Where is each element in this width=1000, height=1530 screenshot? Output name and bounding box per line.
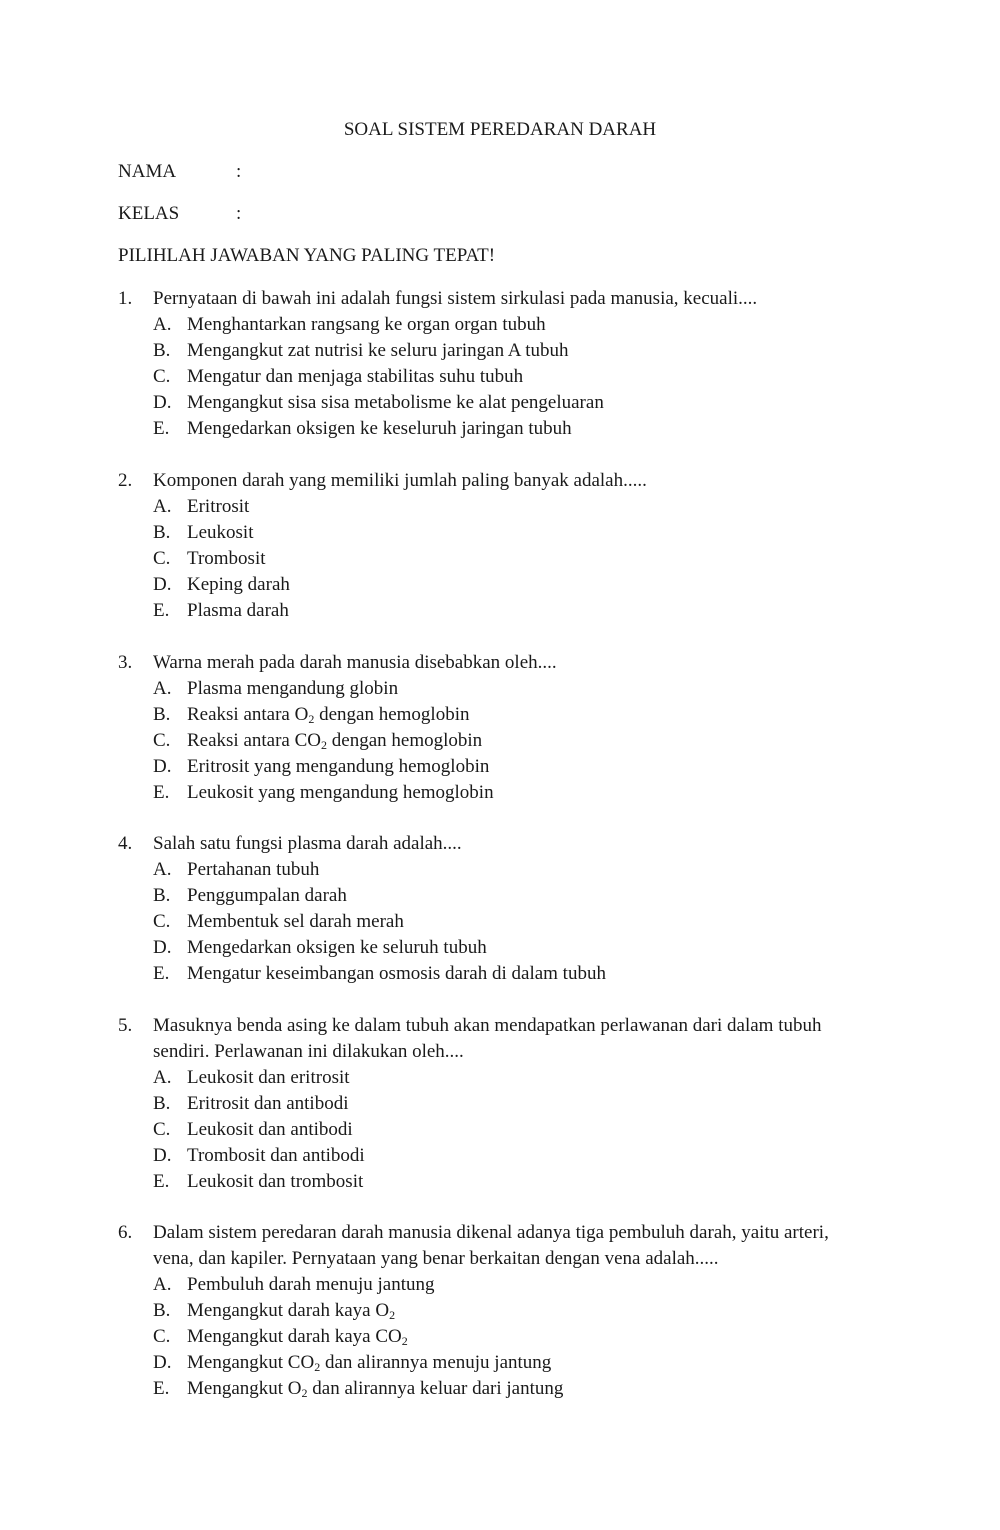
instruction: PILIHLAH JAWABAN YANG PALING TEPAT! <box>118 245 496 266</box>
option-text: Pembuluh darah menuju jantung <box>187 1274 435 1295</box>
question-number: 1. <box>118 288 133 309</box>
option-b <box>118 883 878 909</box>
option-letter: A. <box>153 496 172 517</box>
option-text: Trombosit dan antibodi <box>187 1145 365 1166</box>
question-text-line: Warna merah pada darah manusia disebabkan oleh.... <box>153 652 557 673</box>
option-letter: E. <box>153 418 170 439</box>
question-text-line: Pernyataan di bawah ini adalah fungsi sistem sirkulasi pada manusia, kecuali.... <box>153 288 758 309</box>
option-letter: D. <box>153 937 172 958</box>
option-text: Reaksi antara $CO_2$ dengan hemoglobin <box>187 730 483 752</box>
option-letter: E. <box>153 600 170 621</box>
question-text-line: Masuknya benda asing ke dalam tubuh akan mendapatkan perlawanan dari dalam tubuh <box>153 1015 822 1036</box>
option-d <box>118 935 878 961</box>
question-number: 5. <box>118 1015 133 1036</box>
option-letter: A. <box>153 678 172 699</box>
option-c <box>118 1324 878 1350</box>
question-text-line: vena, dan kapiler. Pernyataan yang benar berkaitan dengan vena adalah..... <box>153 1248 719 1269</box>
option-text: Keping darah <box>187 574 290 595</box>
option-e <box>118 1169 878 1195</box>
question-text <box>118 468 878 494</box>
option-letter: D. <box>153 392 172 413</box>
option-letter: A. <box>153 314 172 335</box>
kelas-colon: : <box>236 203 242 224</box>
option-a <box>118 676 878 702</box>
option-text: Eritrosit <box>187 496 250 517</box>
option-letter: C. <box>153 1119 171 1140</box>
option-d <box>118 1143 878 1169</box>
option-text: Mengangkut zat nutrisi ke seluru jaringan A tubuh <box>187 340 569 361</box>
question-4 <box>118 831 878 987</box>
option-letter: A. <box>153 1274 172 1295</box>
option-e <box>118 598 878 624</box>
question-6 <box>118 1220 878 1402</box>
question-text <box>118 831 878 857</box>
question-text <box>118 286 878 312</box>
option-text: Mengangkut sisa sisa metabolisme ke alat pengeluaran <box>187 392 604 413</box>
option-letter: B. <box>153 1093 171 1114</box>
subscript: 2 <box>321 738 328 752</box>
option-text: Plasma darah <box>187 600 289 621</box>
option-a <box>118 857 878 883</box>
option-c <box>118 364 878 390</box>
question-number: 2. <box>118 470 133 491</box>
question-5 <box>118 1013 878 1195</box>
subscript: 2 <box>401 1334 408 1348</box>
option-e <box>118 416 878 442</box>
option-text: Trombosit <box>187 548 266 569</box>
option-text: Mengedarkan oksigen ke keseluruh jaringan tubuh <box>187 418 572 439</box>
question-number: 4. <box>118 833 133 854</box>
option-c <box>118 909 878 935</box>
option-text: Mengangkut $O_2$ dan alirannya keluar dari jantung <box>187 1378 564 1400</box>
question-text-line: sendiri. Perlawanan ini dilakukan oleh.... <box>153 1041 464 1062</box>
option-letter: A. <box>153 859 172 880</box>
option-d <box>118 572 878 598</box>
option-a <box>118 494 878 520</box>
question-text-line: Dalam sistem peredaran darah manusia dikenal adanya tiga pembuluh darah, yaitu arteri, <box>153 1222 829 1243</box>
option-letter: B. <box>153 885 171 906</box>
option-letter: D. <box>153 574 172 595</box>
option-text: Leukosit dan eritrosit <box>187 1067 350 1088</box>
option-text: Eritrosit yang mengandung hemoglobin <box>187 756 490 777</box>
option-letter: B. <box>153 340 171 361</box>
option-letter: E. <box>153 1378 170 1399</box>
option-letter: B. <box>153 1300 171 1321</box>
question-text <box>118 1220 878 1246</box>
option-letter: D. <box>153 1145 172 1166</box>
option-letter: E. <box>153 1171 170 1192</box>
kelas-field <box>118 202 241 226</box>
option-letter: C. <box>153 366 171 387</box>
option-c <box>118 728 878 754</box>
option-text: Mengangkut $CO_2$ dan alirannya menuju jantung <box>187 1352 552 1374</box>
option-c <box>118 546 878 572</box>
option-e <box>118 961 878 987</box>
option-text: Mengangkut darah kaya $CO_2$ <box>187 1326 408 1348</box>
option-text: Leukosit yang mengandung hemoglobin <box>187 782 494 803</box>
option-d <box>118 390 878 416</box>
question-number: 3. <box>118 652 133 673</box>
option-letter: C. <box>153 730 171 751</box>
option-text: Leukosit dan trombosit <box>187 1171 364 1192</box>
option-text: Plasma mengandung globin <box>187 678 399 699</box>
subscript: 2 <box>301 1386 308 1400</box>
option-text: Leukosit <box>187 522 254 543</box>
subscript: 2 <box>308 712 315 726</box>
subscript: 2 <box>389 1308 396 1322</box>
option-letter: B. <box>153 704 171 725</box>
nama-field <box>118 160 241 184</box>
option-text: Pertahanan tubuh <box>187 859 320 880</box>
nama-label: NAMA <box>118 161 177 182</box>
option-text: Mengangkut darah kaya $O_2$ <box>187 1300 396 1322</box>
option-c <box>118 1117 878 1143</box>
question-number: 6. <box>118 1222 133 1243</box>
option-text: Penggumpalan darah <box>187 885 347 906</box>
option-text: Membentuk sel darah merah <box>187 911 404 932</box>
option-b <box>118 338 878 364</box>
question-text <box>118 1039 878 1065</box>
question-text-line: Salah satu fungsi plasma darah adalah.... <box>153 833 462 854</box>
option-letter: C. <box>153 548 171 569</box>
option-letter: C. <box>153 911 171 932</box>
option-letter: C. <box>153 1326 171 1347</box>
question-1 <box>118 286 878 442</box>
option-text: Reaksi antara $O_2$ dengan hemoglobin <box>187 704 470 726</box>
option-a <box>118 312 878 338</box>
question-2 <box>118 468 878 624</box>
option-letter: D. <box>153 1352 172 1373</box>
subscript: 2 <box>314 1360 321 1374</box>
option-letter: E. <box>153 782 170 803</box>
option-letter: E. <box>153 963 170 984</box>
nama-colon: : <box>236 161 242 182</box>
option-text: Eritrosit dan antibodi <box>187 1093 349 1114</box>
option-text: Mengatur keseimbangan osmosis darah di dalam tubuh <box>187 963 606 984</box>
option-b <box>118 520 878 546</box>
option-text: Menghantarkan rangsang ke organ organ tubuh <box>187 314 546 335</box>
option-letter: B. <box>153 522 171 543</box>
question-text <box>118 1013 878 1039</box>
option-e <box>118 1376 878 1402</box>
option-b <box>118 1091 878 1117</box>
option-text: Mengatur dan menjaga stabilitas suhu tubuh <box>187 366 524 387</box>
option-a <box>118 1065 878 1091</box>
option-text: Mengedarkan oksigen ke seluruh tubuh <box>187 937 487 958</box>
option-letter: D. <box>153 756 172 777</box>
option-e <box>118 780 878 806</box>
option-b <box>118 1298 878 1324</box>
option-text: Leukosit dan antibodi <box>187 1119 353 1140</box>
option-d <box>118 1350 878 1376</box>
option-b <box>118 702 878 728</box>
option-d <box>118 754 878 780</box>
option-letter: A. <box>153 1067 172 1088</box>
question-3 <box>118 650 878 806</box>
question-text <box>118 650 878 676</box>
kelas-label: KELAS <box>118 203 180 224</box>
page-title: SOAL SISTEM PEREDARAN DARAH <box>343 119 657 140</box>
question-text-line: Komponen darah yang memiliki jumlah paling banyak adalah..... <box>153 470 647 491</box>
question-text <box>118 1246 878 1272</box>
option-a <box>118 1272 878 1298</box>
